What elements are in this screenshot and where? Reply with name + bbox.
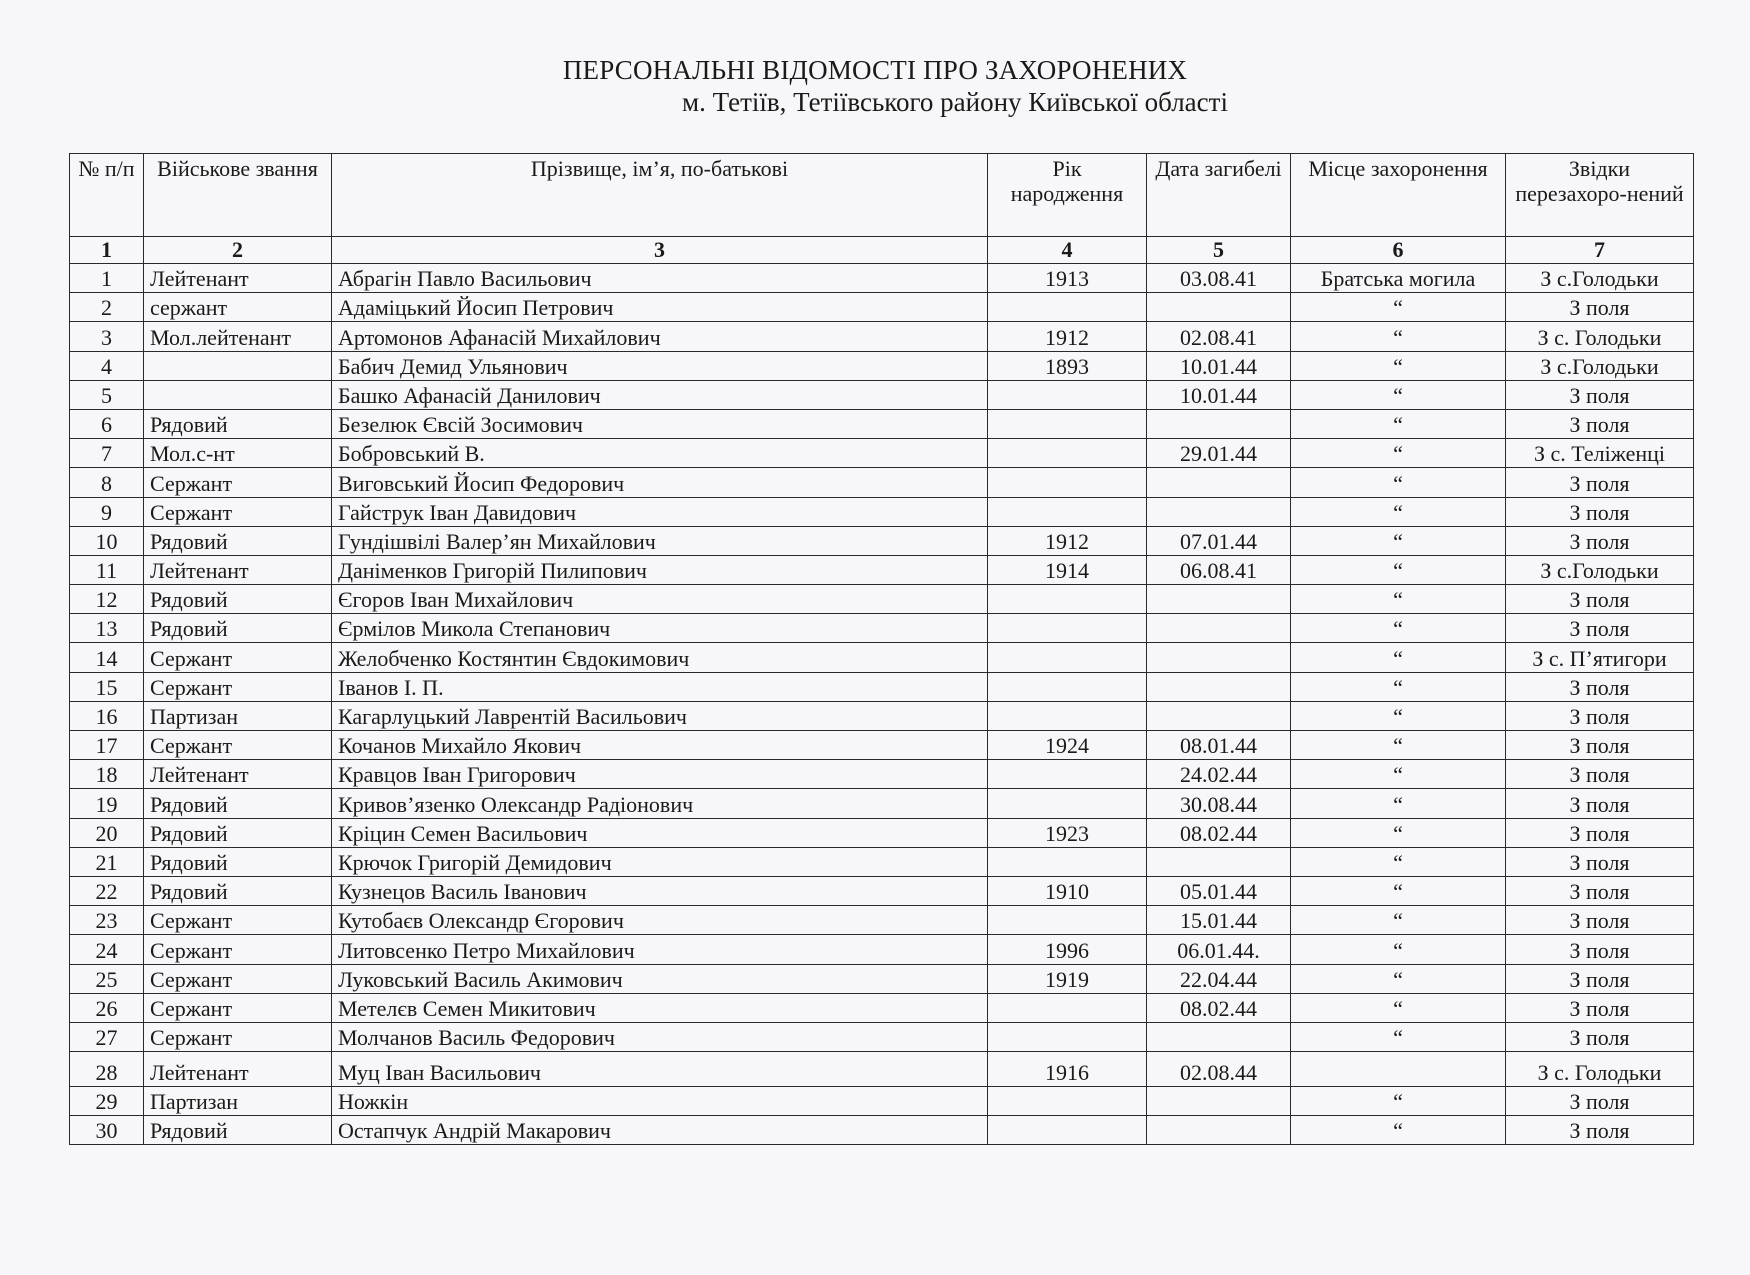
birth-year: 1916 [988,1052,1147,1087]
col-header-name: Прізвище, ім’я, по-батькові [332,154,988,237]
birth-year: 1914 [988,555,1147,584]
table-row [70,731,1694,760]
birth-year [988,585,1147,614]
row-number: 10 [70,526,144,555]
military-rank: Рядовий [144,876,332,905]
row-number: 5 [70,380,144,409]
full-name: Безелюк Євсій Зосимович [332,409,988,438]
table-row [70,614,1694,643]
military-rank: Лейтенант [144,264,332,293]
row-number: 17 [70,731,144,760]
burials-table [69,153,1694,1145]
military-rank: Сержант [144,993,332,1022]
full-name: Кутобаєв Олександр Єгорович [332,906,988,935]
death-date [1147,468,1291,497]
birth-year [988,468,1147,497]
death-date [1147,585,1291,614]
full-name: Молчанов Василь Федорович [332,1022,988,1051]
death-date [1147,293,1291,322]
full-name: Іванов І. П. [332,672,988,701]
col-header-number: № п/п [70,154,144,237]
table-row [70,1116,1694,1145]
military-rank: Рядовий [144,789,332,818]
burial-place [1291,1052,1506,1087]
military-rank: Рядовий [144,526,332,555]
table-header [70,154,1694,237]
burial-place: “ [1291,847,1506,876]
burial-place: “ [1291,1087,1506,1116]
full-name: Литовсенко Петро Михайлович [332,935,988,964]
death-date: 02.08.44 [1147,1052,1291,1087]
full-name: Метелєв Семен Микитович [332,993,988,1022]
burial-place: “ [1291,293,1506,322]
military-rank: Рядовий [144,614,332,643]
reburied-from: З с. Голодьки [1506,1052,1694,1087]
death-date: 08.01.44 [1147,731,1291,760]
full-name: Кузнецов Василь Іванович [332,876,988,905]
column-number: 2 [144,237,332,264]
column-number: 7 [1506,237,1694,264]
burial-place: “ [1291,672,1506,701]
birth-year [988,672,1147,701]
row-number: 20 [70,818,144,847]
row-number: 14 [70,643,144,672]
full-name: Остапчук Андрій Макарович [332,1116,988,1145]
birth-year [988,497,1147,526]
row-number: 6 [70,409,144,438]
birth-year [988,789,1147,818]
table-row [70,643,1694,672]
table-row [70,439,1694,468]
burial-place: “ [1291,993,1506,1022]
row-number: 30 [70,1116,144,1145]
table-row [70,789,1694,818]
reburied-from: З поля [1506,497,1694,526]
column-number: 5 [1147,237,1291,264]
row-number: 8 [70,468,144,497]
death-date [1147,643,1291,672]
reburied-from: З поля [1506,906,1694,935]
military-rank: Сержант [144,672,332,701]
burial-place: “ [1291,935,1506,964]
death-date: 10.01.44 [1147,351,1291,380]
birth-year: 1910 [988,876,1147,905]
military-rank: Сержант [144,906,332,935]
reburied-from: З поля [1506,1087,1694,1116]
table-row [70,1022,1694,1051]
row-number: 12 [70,585,144,614]
military-rank: Мол.с-нт [144,439,332,468]
birth-year [988,993,1147,1022]
col-header-burial-place: Місце захоронення [1291,154,1506,237]
col-header-reburied-from: Звідки перезахоро-нений [1506,154,1694,237]
table-row [70,847,1694,876]
military-rank: Лейтенант [144,555,332,584]
military-rank: Сержант [144,497,332,526]
table-row [70,322,1694,351]
reburied-from: З поля [1506,585,1694,614]
row-number: 18 [70,760,144,789]
military-rank: Сержант [144,468,332,497]
full-name: Желобченко Костянтин Євдокимович [332,643,988,672]
military-rank: Рядовий [144,847,332,876]
full-name: Крючок Григорій Демидович [332,847,988,876]
full-name: Абрагін Павло Васильович [332,264,988,293]
burial-place: “ [1291,409,1506,438]
reburied-from: З поля [1506,1022,1694,1051]
birth-year [988,293,1147,322]
death-date: 29.01.44 [1147,439,1291,468]
death-date: 08.02.44 [1147,818,1291,847]
reburied-from: З с. Голодьки [1506,322,1694,351]
column-number: 3 [332,237,988,264]
row-number: 3 [70,322,144,351]
burial-place: “ [1291,1116,1506,1145]
burial-place: “ [1291,1022,1506,1051]
col-header-rank: Військове звання [144,154,332,237]
reburied-from: З поля [1506,1116,1694,1145]
burial-place: “ [1291,731,1506,760]
death-date: 06.08.41 [1147,555,1291,584]
birth-year [988,409,1147,438]
birth-year [988,614,1147,643]
birth-year: 1996 [988,935,1147,964]
burial-place: “ [1291,701,1506,730]
full-name: Гундішвілі Валер’ян Михайлович [332,526,988,555]
col-header-death-date: Дата загибелі [1147,154,1291,237]
death-date [1147,1087,1291,1116]
burial-place: “ [1291,789,1506,818]
death-date: 05.01.44 [1147,876,1291,905]
row-number: 28 [70,1052,144,1087]
reburied-from: З поля [1506,789,1694,818]
reburied-from: З поля [1506,818,1694,847]
birth-year [988,439,1147,468]
burial-place: “ [1291,876,1506,905]
table-row [70,1052,1694,1087]
table-row [70,906,1694,935]
death-date: 30.08.44 [1147,789,1291,818]
burial-place: “ [1291,526,1506,555]
full-name: Кравцов Іван Григорович [332,760,988,789]
burial-place: “ [1291,614,1506,643]
column-number: 1 [70,237,144,264]
reburied-from: З поля [1506,964,1694,993]
reburied-from: З поля [1506,409,1694,438]
reburied-from: З поля [1506,760,1694,789]
row-number: 25 [70,964,144,993]
military-rank: Рядовий [144,409,332,438]
burial-place: “ [1291,497,1506,526]
document-subtitle: м. Тетіїв, Тетіївського району Київської області [682,87,1228,117]
death-date: 15.01.44 [1147,906,1291,935]
birth-year: 1913 [988,264,1147,293]
military-rank [144,380,332,409]
death-date [1147,672,1291,701]
military-rank: Партизан [144,1087,332,1116]
military-rank [144,351,332,380]
military-rank: Рядовий [144,1116,332,1145]
table-row [70,293,1694,322]
row-number: 1 [70,264,144,293]
burial-place: “ [1291,555,1506,584]
burial-place: “ [1291,760,1506,789]
col-header-birth-year: Рік народження [988,154,1147,237]
table-row [70,351,1694,380]
full-name: Адаміцький Йосип Петрович [332,293,988,322]
table-row [70,760,1694,789]
row-number: 2 [70,293,144,322]
full-name: Муц Іван Васильович [332,1052,988,1087]
row-number: 9 [70,497,144,526]
military-rank: Рядовий [144,585,332,614]
reburied-from: З с.Голодьки [1506,264,1694,293]
military-rank: Сержант [144,964,332,993]
military-rank: Партизан [144,701,332,730]
row-number: 26 [70,993,144,1022]
military-rank: Сержант [144,643,332,672]
table-row [70,409,1694,438]
military-rank: Рядовий [144,818,332,847]
military-rank: Лейтенант [144,1052,332,1087]
table-row [70,264,1694,293]
birth-year [988,906,1147,935]
row-number: 13 [70,614,144,643]
row-number: 24 [70,935,144,964]
reburied-from: З с. Теліженці [1506,439,1694,468]
reburied-from: З поля [1506,847,1694,876]
table-row [70,526,1694,555]
reburied-from: З поля [1506,380,1694,409]
reburied-from: З поля [1506,468,1694,497]
table-row [70,555,1694,584]
birth-year: 1919 [988,964,1147,993]
birth-year [988,1116,1147,1145]
table-row [70,964,1694,993]
death-date [1147,614,1291,643]
table-row [70,497,1694,526]
birth-year [988,380,1147,409]
birth-year: 1893 [988,351,1147,380]
table-row [70,468,1694,497]
reburied-from: З поля [1506,293,1694,322]
birth-year: 1912 [988,322,1147,351]
reburied-from: З с. П’ятигори [1506,643,1694,672]
death-date: 06.01.44. [1147,935,1291,964]
table-row [70,993,1694,1022]
row-number: 21 [70,847,144,876]
column-number-row [70,237,1694,264]
death-date [1147,409,1291,438]
full-name: Виговський Йосип Федорович [332,468,988,497]
full-name: Кочанов Михайло Якович [332,731,988,760]
burial-place: “ [1291,585,1506,614]
burial-place: Братська могила [1291,264,1506,293]
reburied-from: З с.Голодьки [1506,351,1694,380]
reburied-from: З поля [1506,935,1694,964]
table-row [70,818,1694,847]
burial-place: “ [1291,351,1506,380]
full-name: Луковський Василь Акимович [332,964,988,993]
death-date [1147,497,1291,526]
birth-year [988,847,1147,876]
military-rank: Сержант [144,1022,332,1051]
reburied-from: З поля [1506,731,1694,760]
column-number: 6 [1291,237,1506,264]
birth-year: 1924 [988,731,1147,760]
birth-year [988,701,1147,730]
death-date: 07.01.44 [1147,526,1291,555]
row-number: 11 [70,555,144,584]
birth-year: 1912 [988,526,1147,555]
death-date: 24.02.44 [1147,760,1291,789]
row-number: 29 [70,1087,144,1116]
document-header [0,54,1750,118]
death-date: 10.01.44 [1147,380,1291,409]
reburied-from: З поля [1506,993,1694,1022]
table-row [70,672,1694,701]
birth-year [988,643,1147,672]
full-name: Башко Афанасій Данилович [332,380,988,409]
death-date: 03.08.41 [1147,264,1291,293]
military-rank: Сержант [144,935,332,964]
full-name: Єрмілов Микола Степанович [332,614,988,643]
burial-place: “ [1291,468,1506,497]
military-rank: Мол.лейтенант [144,322,332,351]
death-date: 02.08.41 [1147,322,1291,351]
full-name: Гайструк Іван Давидович [332,497,988,526]
table-row [70,701,1694,730]
full-name: Кагарлуцький Лаврентій Васильович [332,701,988,730]
column-number: 4 [988,237,1147,264]
burial-place: “ [1291,964,1506,993]
row-number: 4 [70,351,144,380]
burial-place: “ [1291,439,1506,468]
burial-place: “ [1291,380,1506,409]
military-rank: Сержант [144,731,332,760]
burial-place: “ [1291,818,1506,847]
table-row [70,380,1694,409]
table-body [70,237,1694,1145]
row-number: 22 [70,876,144,905]
birth-year [988,760,1147,789]
reburied-from: З поля [1506,876,1694,905]
table-row [70,1087,1694,1116]
reburied-from: З поля [1506,672,1694,701]
military-rank: сержант [144,293,332,322]
birth-year [988,1087,1147,1116]
full-name: Артомонов Афанасій Михайлович [332,322,988,351]
death-date [1147,1116,1291,1145]
table-row [70,876,1694,905]
reburied-from: З поля [1506,614,1694,643]
reburied-from: З с.Голодьки [1506,555,1694,584]
full-name: Кривов’язенко Олександр Радіонович [332,789,988,818]
row-number: 27 [70,1022,144,1051]
table-row [70,585,1694,614]
full-name: Кріцин Семен Васильович [332,818,988,847]
full-name: Бабич Демид Ульянович [332,351,988,380]
death-date [1147,1022,1291,1051]
death-date: 08.02.44 [1147,993,1291,1022]
full-name: Ножкін [332,1087,988,1116]
row-number: 23 [70,906,144,935]
document-title: ПЕРСОНАЛЬНІ ВІДОМОСТІ ПРО ЗАХОРОНЕНИХ [562,55,1188,85]
row-number: 16 [70,701,144,730]
burial-place: “ [1291,322,1506,351]
military-rank: Лейтенант [144,760,332,789]
table-row [70,935,1694,964]
full-name: Єгоров Іван Михайлович [332,585,988,614]
full-name: Бобровський В. [332,439,988,468]
row-number: 19 [70,789,144,818]
birth-year: 1923 [988,818,1147,847]
death-date [1147,847,1291,876]
row-number: 15 [70,672,144,701]
reburied-from: З поля [1506,701,1694,730]
full-name: Даніменков Григорій Пилипович [332,555,988,584]
reburied-from: З поля [1506,526,1694,555]
burial-place: “ [1291,643,1506,672]
header-row [70,154,1694,237]
row-number: 7 [70,439,144,468]
death-date: 22.04.44 [1147,964,1291,993]
death-date [1147,701,1291,730]
birth-year [988,1022,1147,1051]
burial-place: “ [1291,906,1506,935]
